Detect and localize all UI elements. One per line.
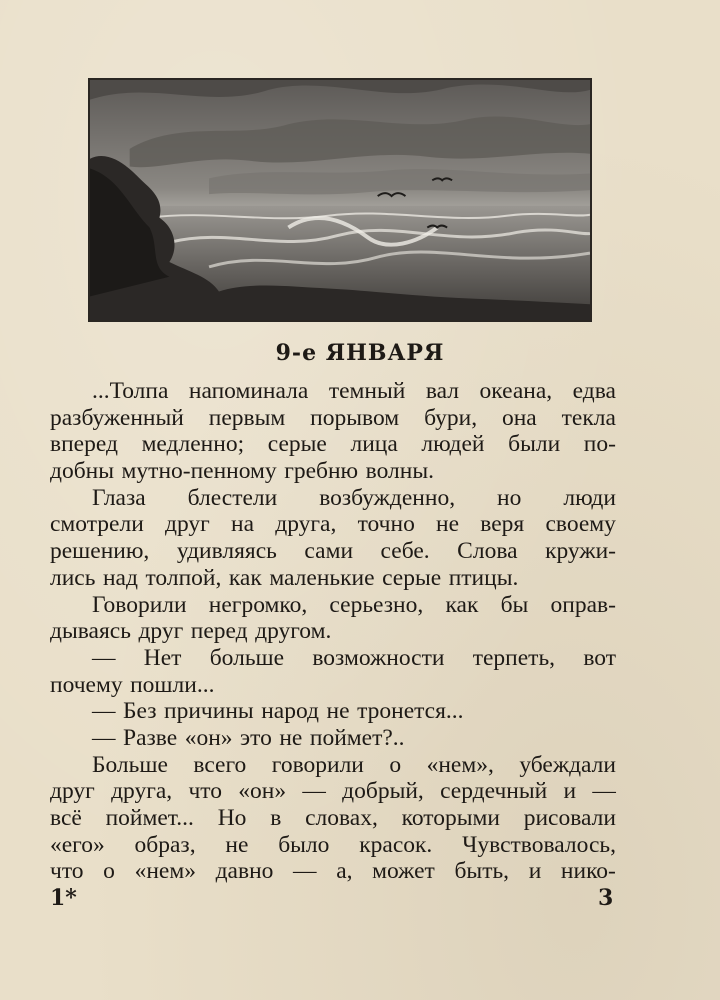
word: может	[372, 858, 435, 885]
word: вал	[425, 378, 460, 404]
word: птицы.	[448, 564, 519, 591]
word: перед	[190, 618, 248, 645]
text-line	[50, 511, 616, 538]
word: убеждали	[519, 751, 616, 778]
word: вперед	[50, 431, 118, 458]
word: бури,	[424, 404, 478, 431]
word: было	[278, 831, 330, 858]
word: веря	[480, 511, 525, 538]
word: друга,	[111, 778, 173, 805]
word: которыми	[401, 805, 500, 831]
word: себе.	[380, 538, 430, 565]
word: негромко,	[208, 591, 308, 618]
word: возбужденно,	[319, 484, 456, 511]
word: нико-	[560, 858, 616, 885]
word: добрый,	[342, 778, 424, 805]
word: «он»	[238, 778, 287, 805]
printer-signature-mark: 1*	[50, 885, 77, 911]
text-line	[50, 858, 616, 885]
text-line	[50, 565, 616, 592]
word: —	[293, 858, 317, 885]
word: темный	[328, 378, 406, 404]
text-line	[50, 592, 616, 619]
word: удивляясь	[176, 538, 277, 565]
word: поймет...	[105, 805, 194, 831]
word: больше	[209, 644, 285, 671]
word: людей	[421, 431, 485, 458]
word: Но	[217, 805, 247, 831]
word: возможности	[312, 644, 445, 671]
word: гребню	[284, 458, 359, 485]
word: океана,	[479, 378, 553, 404]
word: добны	[50, 458, 115, 485]
word: ...Толпа	[92, 378, 169, 404]
word: над	[102, 564, 138, 591]
word: словах,	[305, 805, 378, 831]
text-line	[50, 645, 616, 672]
word: о	[389, 751, 402, 778]
word: «нем»	[134, 858, 196, 885]
sea-storm-picture	[90, 80, 590, 320]
word: говорили	[271, 751, 364, 778]
word: в	[270, 805, 282, 831]
word: лица	[350, 431, 398, 458]
word: другом.	[255, 618, 332, 645]
chapter-title: 9-е ЯНВАРЯ	[275, 340, 445, 366]
word: вот	[583, 644, 616, 671]
text-line	[50, 832, 616, 859]
word: не	[326, 698, 350, 725]
word: смотрели	[50, 511, 144, 538]
word: терпеть,	[472, 644, 556, 671]
word: не	[225, 831, 249, 858]
word: друг	[138, 618, 184, 645]
word: друга,	[275, 511, 337, 538]
word: —	[592, 778, 616, 805]
word: своему	[545, 511, 616, 538]
word: всё	[50, 805, 82, 831]
word: но	[497, 484, 522, 511]
word: напоминала	[188, 378, 309, 404]
word: быть,	[454, 858, 510, 885]
word: серые	[382, 564, 442, 591]
word: что	[50, 858, 84, 885]
stormy-sea-illustration	[88, 78, 592, 322]
text-line	[50, 485, 616, 512]
word: Нет	[143, 644, 182, 671]
chapter-body-text	[50, 378, 616, 885]
word: и	[563, 778, 577, 805]
word: разбуженный	[50, 404, 184, 431]
text-line	[50, 805, 616, 832]
text-line	[50, 752, 616, 779]
text-line	[50, 458, 616, 485]
word: «его»	[50, 831, 105, 858]
word: народ	[261, 698, 320, 725]
word: образ,	[134, 831, 196, 858]
text-line	[50, 618, 616, 645]
word: люди	[563, 484, 616, 511]
word: были	[508, 431, 561, 458]
word: бы	[500, 591, 529, 618]
word: первым	[208, 404, 286, 431]
word: друг	[165, 511, 210, 538]
word: едва	[572, 378, 616, 404]
word: причины	[164, 698, 254, 725]
word: пошли...	[130, 671, 215, 698]
word: толпой,	[145, 564, 222, 591]
word: волны.	[365, 458, 434, 485]
word: оправ-	[550, 591, 616, 618]
text-line	[50, 378, 616, 405]
word: Без	[123, 698, 157, 725]
word: текла	[561, 404, 616, 431]
word: Разве	[123, 724, 178, 751]
text-line	[50, 672, 616, 699]
word: сами	[304, 538, 354, 565]
word: рисовали	[523, 805, 616, 831]
word: как	[445, 591, 479, 618]
word: Чувствовалось,	[462, 831, 616, 858]
text-line	[50, 778, 616, 805]
word: —	[92, 724, 116, 751]
word: и	[528, 858, 542, 885]
word: блестели	[187, 484, 278, 511]
word: дываясь	[50, 618, 131, 645]
word: Больше	[92, 751, 168, 778]
text-line	[50, 431, 616, 458]
word: друг	[50, 778, 95, 805]
word: о	[103, 858, 115, 885]
word: маленькие	[269, 564, 375, 591]
word: сердечный	[440, 778, 548, 805]
word: поймет?..	[309, 724, 405, 751]
word: кружи-	[545, 538, 616, 565]
word: мутно-пенному	[121, 458, 277, 485]
word: Слова	[457, 538, 518, 565]
word: «он»	[184, 724, 233, 751]
word: не	[436, 511, 460, 538]
word: лись	[50, 564, 96, 591]
word: —	[302, 778, 326, 805]
page-number: 3	[598, 885, 614, 911]
word: давно	[215, 858, 274, 885]
text-line	[50, 405, 616, 432]
word: Говорили	[92, 591, 187, 618]
word: почему	[50, 671, 123, 698]
text-line	[50, 698, 616, 725]
word: она	[501, 404, 537, 431]
word: медленно;	[141, 431, 245, 458]
word: «нем»,	[426, 751, 494, 778]
word: всего	[193, 751, 247, 778]
word: —	[92, 698, 116, 725]
word: —	[92, 644, 116, 671]
word: что	[188, 778, 222, 805]
word: серые	[267, 431, 327, 458]
word: тронется...	[357, 698, 464, 725]
word: а,	[336, 858, 353, 885]
word: это	[240, 724, 272, 751]
word: решению,	[50, 538, 150, 565]
word: как	[228, 564, 262, 591]
word: точно	[357, 511, 415, 538]
word: порывом	[310, 404, 400, 431]
word: по-	[583, 431, 616, 458]
word: серьезно,	[329, 591, 424, 618]
text-line	[50, 725, 616, 752]
word: красок.	[359, 831, 433, 858]
word: на	[231, 511, 255, 538]
text-line	[50, 538, 616, 565]
word: Глаза	[92, 484, 146, 511]
word: не	[279, 724, 303, 751]
